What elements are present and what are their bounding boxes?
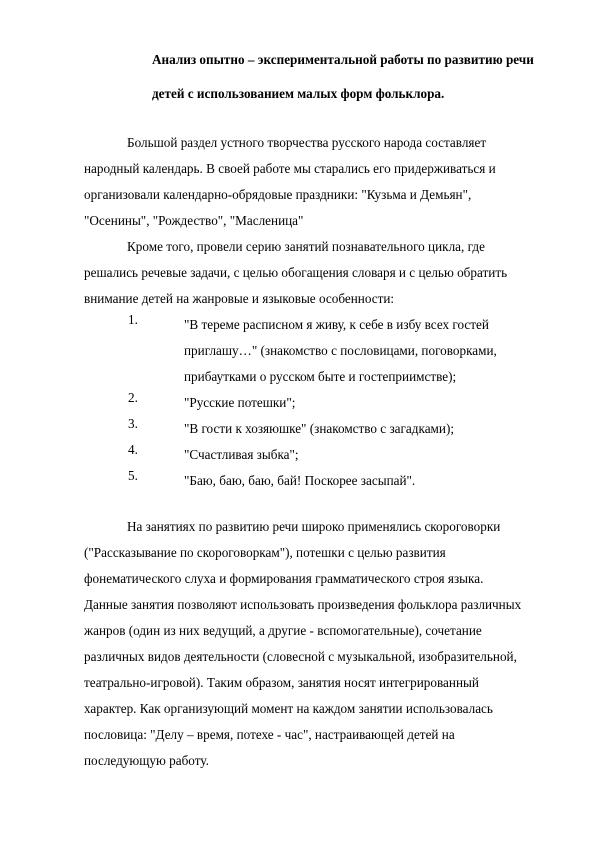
- activities-list: [128, 312, 558, 494]
- paragraph-line: Кроме того, провели серию занятий познавательного цикла, где: [127, 239, 485, 254]
- list-item-line: приглашу…" (знакомство с пословицами, поговорками,: [184, 343, 497, 358]
- list-item-line: "Счастливая зыбка";: [184, 447, 299, 462]
- list-item-number: 5.: [128, 468, 138, 483]
- paragraph-line: "Осенины", "Рождество", "Масленица": [84, 213, 304, 228]
- list-item: [128, 416, 558, 442]
- paragraph-line: решались речевые задачи, с целью обогащения словаря и с целью обратить: [84, 265, 508, 280]
- paragraph-line: последующую работу.: [84, 753, 209, 768]
- paragraph-2: [84, 234, 554, 312]
- list-item-number: 3.: [128, 416, 138, 431]
- paragraph-line: пословица: "Делу – время, потехе - час", настраивающей детей на: [84, 727, 455, 742]
- list-item: [128, 442, 558, 468]
- paragraph-line: различных видов деятельности (словесной с музыкальной, изобразительной,: [84, 649, 517, 664]
- list-item: [128, 468, 558, 494]
- paragraph-line: Большой раздел устного творчества русского народа составляет: [127, 135, 487, 150]
- paragraph-line: театрально-игровой). Таким образом, занятия носят интегрированный: [84, 675, 479, 690]
- paragraph-line: Данные занятия позволяют использовать произведения фольклора различных: [84, 597, 522, 612]
- paragraph-3: [84, 514, 554, 774]
- paragraph-line: внимание детей на жанровые и языковые особенности:: [84, 291, 395, 306]
- document-title-line-1: Анализ опытно – экспериментальной работы по развитию речи: [152, 52, 534, 67]
- document-title-line-2: детей с использованием малых форм фольклора.: [152, 86, 445, 101]
- list-item-line: "В гости к хозяюшке" (знакомство с загадками);: [184, 421, 455, 436]
- list-item-number: 1.: [128, 312, 138, 327]
- paragraph-line: характер. Как организующий момент на каждом занятии использовалась: [84, 701, 493, 716]
- list-item-line: "В тереме расписном я живу, к себе в избу всех гостей: [184, 317, 489, 332]
- paragraph-line: фонематического слуха и формирования грамматического строя языка.: [84, 571, 484, 586]
- list-item: [128, 390, 558, 416]
- list-item-line: "Баю, баю, баю, бай! Поскорее засыпай".: [184, 473, 416, 488]
- list-item-number: 2.: [128, 390, 138, 405]
- list-item: [128, 312, 558, 390]
- paragraph-line: На занятиях по развитию речи широко применялись скороговорки: [127, 519, 501, 534]
- paragraph-1: [84, 130, 554, 234]
- list-item-line: прибаутками о русском быте и гостеприимстве);: [184, 369, 457, 384]
- paragraph-line: организовали календарно-обрядовые праздники: "Кузьма и Демьян",: [84, 187, 472, 202]
- list-item-line: "Русские потешки";: [184, 395, 296, 410]
- list-item-number: 4.: [128, 442, 138, 457]
- paragraph-line: народный календарь. В своей работе мы старались его придерживаться и: [84, 161, 496, 176]
- paragraph-line: жанров (один из них ведущий, а другие - вспомогательные), сочетание: [84, 623, 482, 638]
- paragraph-line: ("Рассказывание по скороговоркам"), потешки с целью развития: [84, 545, 446, 560]
